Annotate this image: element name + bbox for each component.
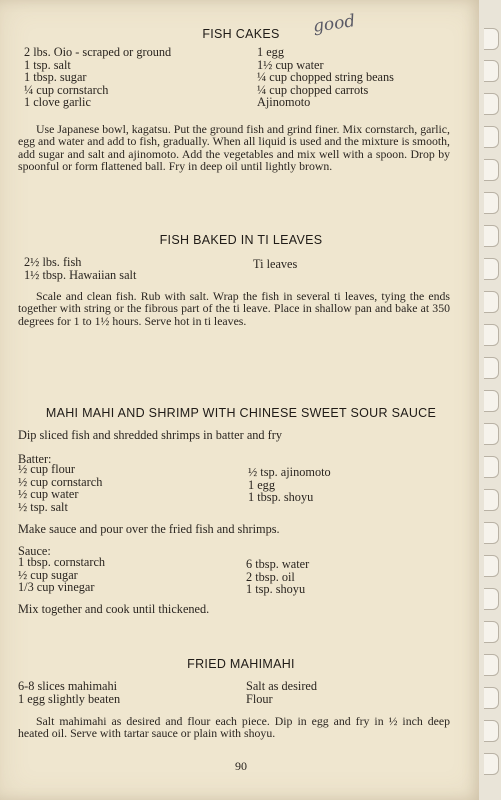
sauce-left (18, 556, 105, 594)
ingredient: 1 tbsp. cornstarch (18, 555, 106, 569)
page-number: 90 (235, 759, 247, 773)
sauce-intro: Make sauce and pour over the fried fish and shrimps. (18, 522, 280, 536)
ingredient: 1½ tbsp. Hawaiian salt (24, 267, 137, 282)
binding-ring (484, 357, 499, 379)
ingredient: ½ tsp. ajinomoto (248, 465, 331, 479)
ingredient: 1½ cup water (257, 57, 324, 72)
binding-ring (484, 588, 499, 610)
ingredients-left-fish-baked (24, 256, 136, 281)
sauce-finish: Mix together and cook until thickened. (18, 602, 210, 616)
binding-ring (484, 258, 499, 280)
binding-ring (484, 28, 499, 50)
ingredients-left-fried-mahi (18, 680, 120, 705)
recipe-title-fried-mahimahi: FRIED MAHIMAHI (187, 657, 295, 671)
ingredient: ½ cup flour (18, 462, 76, 476)
ingredient: 1/3 cup vinegar (18, 580, 95, 595)
ingredient: 1 clove garlic (24, 95, 91, 110)
ingredients-right-fried-mahi (246, 680, 317, 705)
binding-ring (484, 324, 499, 346)
binding-ring (484, 60, 499, 82)
binding-ring (484, 390, 499, 412)
binding-ring (484, 291, 499, 313)
ingredients-right-fish-cakes (257, 46, 394, 109)
ingredient: ½ cup cornstarch (18, 474, 103, 489)
directions-text: Scale and clean fish. Rub with salt. Wrap the fish in several ti leaves, tying the ends together with string or the fibrous part of the ti leave. Place in shallow pan and bake at 350 degrees for 1 to 1½ hours. Serve hot in ti leaves. (18, 289, 450, 328)
directions-fried-mahi (18, 715, 450, 740)
sauce-right (246, 558, 309, 596)
ingredient: ¼ cup cornstarch (24, 82, 109, 97)
ingredient: 2½ lbs. fish (24, 255, 82, 269)
binding-ring (484, 621, 499, 643)
ingredients-left-fish-cakes (24, 46, 171, 109)
ingredient: 1 egg (248, 477, 275, 492)
directions-text: Salt mahimahi as desired and flour each piece. Dip in egg and fry in ½ inch deep heated oil. Serve with tartar sauce or plain with shoyu. (18, 714, 450, 741)
binding-ring (484, 192, 499, 214)
binding-ring (484, 423, 499, 445)
binding-ring (484, 225, 499, 247)
binding-ring (484, 522, 499, 544)
ingredient: Ti leaves (253, 257, 298, 271)
binding-ring (484, 654, 499, 676)
directions-text: Use Japanese bowl, kagatsu. Put the ground fish and grind finer. Mix cornstarch, garlic, egg and water and add to fish, gradually. When all liquid is used and the mixture is smooth, add sugar and salt and ajinomoto. Add the vegetables and mix well with a spoon. Drop by spoonful or form flattened ball. Fry in deep oil until lightly brown. (18, 122, 450, 174)
directions-fish-baked (18, 290, 450, 327)
ingredient: 1 tbsp. sugar (24, 70, 87, 85)
ingredients-right-fish-baked (253, 258, 297, 271)
handwritten-note: good (311, 11, 357, 37)
ingredient: ½ tsp. salt (18, 499, 68, 514)
ingredient: 1 egg slightly beaten (18, 691, 121, 706)
binding-ring (484, 720, 499, 742)
directions-fish-cakes (18, 123, 450, 173)
binding-ring (484, 753, 499, 775)
ingredient: 1 tbsp. shoyu (248, 490, 314, 505)
binding-ring (484, 687, 499, 709)
ingredient: Flour (246, 691, 273, 706)
recipe-title-fish-cakes: FISH CAKES (202, 27, 280, 41)
ingredient: Ajinomoto (257, 95, 311, 110)
mahi-intro: Dip sliced fish and shredded shrimps in batter and fry (18, 428, 282, 442)
ingredient: 1 tsp. shoyu (246, 582, 306, 597)
binding-ring (484, 555, 499, 577)
ingredient: 6 tbsp. water (246, 557, 310, 571)
binding-ring (484, 126, 499, 148)
recipe-title-mahi-shrimp: MAHI MAHI AND SHRIMP WITH CHINESE SWEET SOUR SAUCE (45, 406, 437, 420)
ingredient: 1 tsp. salt (24, 57, 71, 72)
ingredient: 2 tbsp. oil (246, 569, 295, 584)
ingredient: Salt as desired (246, 679, 318, 693)
sauce-label: Sauce: (18, 544, 51, 558)
binding-ring (484, 159, 499, 181)
batter-right (248, 466, 331, 504)
ingredient: 2 lbs. Oio - scraped or ground (24, 45, 172, 59)
recipe-title-fish-baked: FISH BAKED IN TI LEAVES (159, 233, 323, 247)
ingredient: ½ cup water (18, 487, 79, 502)
binding-ring (484, 456, 499, 478)
ingredient: ¼ cup chopped carrots (257, 82, 369, 97)
ingredient: ¼ cup chopped string beans (257, 70, 394, 85)
batter-left (18, 463, 102, 513)
ingredient: ½ cup sugar (18, 567, 78, 582)
binding-ring (484, 489, 499, 511)
binding-ring (484, 93, 499, 115)
spiral-binding (479, 0, 501, 800)
ingredient: 6-8 slices mahimahi (18, 679, 118, 693)
ingredient: 1 egg (257, 45, 284, 59)
batter-label: Batter: (18, 452, 52, 466)
